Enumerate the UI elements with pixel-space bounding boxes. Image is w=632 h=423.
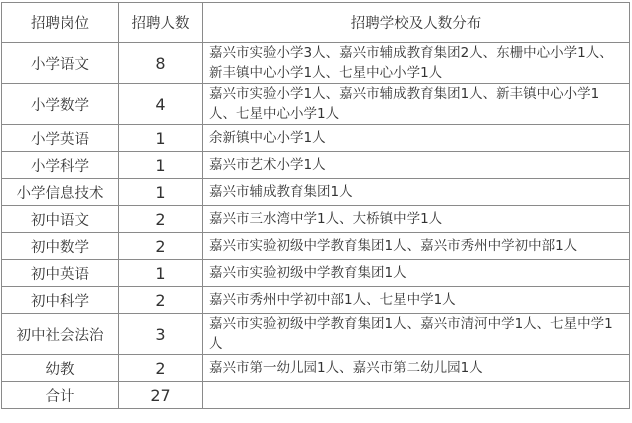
- row-distribution: 嘉兴市实验小学3人、嘉兴市辅成教育集团2人、东栅中心小学1人、新丰镇中心小学1人、七星中心小学1人: [203, 43, 630, 84]
- total-count: 27: [119, 382, 203, 409]
- row-count: 2: [119, 233, 203, 260]
- row-distribution: 嘉兴市实验小学1人、嘉兴市辅成教育集团1人、新丰镇中心小学1人、七星中心小学1人: [203, 84, 630, 125]
- row-count: 2: [119, 287, 203, 314]
- row-count: 1: [119, 125, 203, 152]
- row-count: 1: [119, 179, 203, 206]
- row-distribution: 嘉兴市实验初级中学教育集团1人、嘉兴市清河中学1人、七星中学1人: [203, 314, 630, 355]
- row-position: 幼教: [2, 355, 119, 382]
- table-row: [2, 125, 630, 152]
- table-row: [2, 179, 630, 206]
- table-row: [2, 355, 630, 382]
- table-header-row: [2, 3, 630, 43]
- table-row: [2, 206, 630, 233]
- recruitment-table: [1, 2, 630, 409]
- row-position: 初中社会法治: [2, 314, 119, 355]
- row-distribution: 嘉兴市艺术小学1人: [203, 152, 630, 179]
- total-label: 合计: [2, 382, 119, 409]
- row-position: 小学科学: [2, 152, 119, 179]
- total-distribution: [203, 382, 630, 409]
- table-row: [2, 152, 630, 179]
- row-position: 小学语文: [2, 43, 119, 84]
- table-row: [2, 260, 630, 287]
- row-position: 初中数学: [2, 233, 119, 260]
- total-row: [2, 382, 630, 409]
- row-count: 1: [119, 260, 203, 287]
- row-position: 小学数学: [2, 84, 119, 125]
- row-count: 1: [119, 152, 203, 179]
- row-distribution: 嘉兴市三水湾中学1人、大桥镇中学1人: [203, 206, 630, 233]
- header-distribution: 招聘学校及人数分布: [203, 3, 630, 43]
- row-position: 小学英语: [2, 125, 119, 152]
- row-position: 小学信息技术: [2, 179, 119, 206]
- row-position: 初中英语: [2, 260, 119, 287]
- table-row: [2, 233, 630, 260]
- table-row: [2, 84, 630, 125]
- row-distribution: 嘉兴市第一幼儿园1人、嘉兴市第二幼儿园1人: [203, 355, 630, 382]
- header-position: 招聘岗位: [2, 3, 119, 43]
- row-count: 2: [119, 206, 203, 233]
- table-row: [2, 314, 630, 355]
- row-count: 8: [119, 43, 203, 84]
- row-distribution: 嘉兴市实验初级中学教育集团1人、嘉兴市秀州中学初中部1人: [203, 233, 630, 260]
- row-position: 初中语文: [2, 206, 119, 233]
- recruitment-table-container: [1, 2, 629, 409]
- row-count: 4: [119, 84, 203, 125]
- row-distribution: 余新镇中心小学1人: [203, 125, 630, 152]
- row-distribution: 嘉兴市秀州中学初中部1人、七星中学1人: [203, 287, 630, 314]
- row-count: 3: [119, 314, 203, 355]
- row-distribution: 嘉兴市辅成教育集团1人: [203, 179, 630, 206]
- table-row: [2, 43, 630, 84]
- row-distribution: 嘉兴市实验初级中学教育集团1人: [203, 260, 630, 287]
- row-position: 初中科学: [2, 287, 119, 314]
- table-row: [2, 287, 630, 314]
- row-count: 2: [119, 355, 203, 382]
- header-count: 招聘人数: [119, 3, 203, 43]
